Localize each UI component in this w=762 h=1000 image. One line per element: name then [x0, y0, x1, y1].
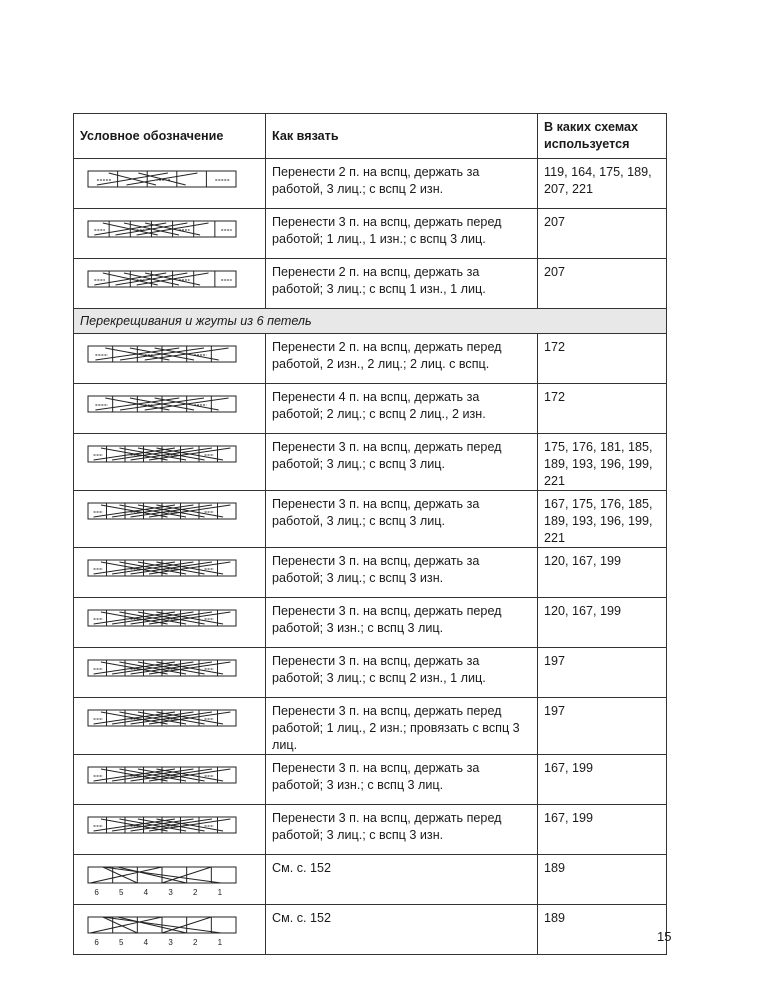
stitch-number-label: 5	[119, 888, 124, 897]
header-used-in-charts: В каких схемах используется	[538, 114, 667, 159]
how-to-knit-text: Перенести 3 п. на вспц, держать перед работой; 3 изн.; с вспц 3 лиц.	[266, 598, 538, 648]
cable-symbol-numbered	[74, 855, 266, 905]
used-in-charts-text: 120, 167, 199	[538, 548, 667, 598]
stitch-number-label: 3	[168, 888, 173, 897]
cable-symbol	[74, 259, 266, 309]
cable-symbol	[74, 698, 266, 755]
used-in-charts-text: 197	[538, 698, 667, 755]
used-in-charts-text: 172	[538, 334, 667, 384]
how-to-knit-text: Перенести 3 п. на вспц, держать за работой; 3 лиц.; с вспц 2 изн., 1 лиц.	[266, 648, 538, 698]
cable-symbol	[74, 598, 266, 648]
cable-symbol	[74, 648, 266, 698]
stitch-number-label: 1	[217, 888, 223, 897]
used-in-charts-text: 197	[538, 648, 667, 698]
table-row	[74, 598, 667, 648]
stitch-number-label: 6	[94, 888, 99, 897]
cable-symbol	[74, 548, 266, 598]
used-in-charts-text: 207	[538, 259, 667, 309]
table-row	[74, 334, 667, 384]
how-to-knit-text: См. с. 152	[266, 855, 538, 905]
header-how-to-knit: Как вязать	[266, 114, 538, 159]
symbol-legend-table	[73, 113, 667, 955]
cable-symbol-numbered	[74, 905, 266, 955]
used-in-charts-text: 167, 199	[538, 805, 667, 855]
how-to-knit-text: Перенести 3 п. на вспц, держать за работой; 3 лиц.; с вспц 3 изн.	[266, 548, 538, 598]
stitch-number-label: 5	[119, 938, 124, 947]
table-row	[74, 805, 667, 855]
used-in-charts-text: 167, 199	[538, 755, 667, 805]
stitch-number-label: 4	[143, 938, 149, 947]
table-row	[74, 209, 667, 259]
used-in-charts-text: 207	[538, 209, 667, 259]
how-to-knit-text: Перенести 3 п. на вспц, держать за работой; 3 изн.; с вспц 3 лиц.	[266, 755, 538, 805]
table-row	[74, 159, 667, 209]
cable-symbol	[74, 209, 266, 259]
table-row	[74, 855, 667, 905]
stitch-number-label: 6	[94, 938, 99, 947]
used-in-charts-text: 119, 164, 175, 189, 207, 221	[538, 159, 667, 209]
header-symbol: Условное обозначение	[74, 114, 266, 159]
stitch-number-label: 4	[143, 888, 149, 897]
used-in-charts-text: 167, 175, 176, 185, 189, 193, 196, 199, 221	[538, 491, 667, 548]
table-row	[74, 698, 667, 755]
how-to-knit-text: Перенести 3 п. на вспц, держать перед работой; 3 лиц.; с вспц 3 изн.	[266, 805, 538, 855]
used-in-charts-text: 172	[538, 384, 667, 434]
stitch-number-label: 2	[193, 888, 198, 897]
cable-symbol	[74, 384, 266, 434]
cable-symbol	[74, 755, 266, 805]
used-in-charts-text: 175, 176, 181, 185, 189, 193, 196, 199, 221	[538, 434, 667, 491]
page-number: 15	[657, 929, 672, 944]
section-title: Перекрещивания и жгуты из 6 петель	[74, 309, 667, 334]
how-to-knit-text: Перенести 3 п. на вспц, держать перед работой; 1 лиц., 1 изн.; с вспц 3 лиц.	[266, 209, 538, 259]
how-to-knit-text: Перенести 2 п. на вспц, держать за работой, 3 лиц.; с вспц 2 изн.	[266, 159, 538, 209]
table-row	[74, 648, 667, 698]
cable-symbol	[74, 805, 266, 855]
stitch-number-label: 3	[168, 938, 173, 947]
used-in-charts-text: 189	[538, 855, 667, 905]
section-row	[74, 309, 667, 334]
table-row	[74, 259, 667, 309]
table-row	[74, 755, 667, 805]
cable-symbol	[74, 334, 266, 384]
how-to-knit-text: Перенести 3 п. на вспц, держать перед работой; 3 лиц.; с вспц 3 лиц.	[266, 434, 538, 491]
cable-symbol	[74, 159, 266, 209]
how-to-knit-text: См. с. 152	[266, 905, 538, 955]
used-in-charts-text: 120, 167, 199	[538, 598, 667, 648]
table-header-row	[74, 114, 667, 159]
table-row	[74, 548, 667, 598]
how-to-knit-text: Перенести 3 п. на вспц, держать за работой, 3 лиц.; с вспц 3 лиц.	[266, 491, 538, 548]
cable-symbol	[74, 491, 266, 548]
how-to-knit-text: Перенести 3 п. на вспц, держать перед работой; 1 лиц., 2 изн.; провязать с вспц 3 лиц.	[266, 698, 538, 755]
table-row	[74, 905, 667, 955]
cable-symbol	[74, 434, 266, 491]
how-to-knit-text: Перенести 4 п. на вспц, держать за работой; 2 лиц.; с вспц 2 лиц., 2 изн.	[266, 384, 538, 434]
table-row	[74, 434, 667, 491]
how-to-knit-text: Перенести 2 п. на вспц, держать перед работой, 2 изн., 2 лиц.; 2 лиц. с вспц.	[266, 334, 538, 384]
used-in-charts-text: 189	[538, 905, 667, 955]
how-to-knit-text: Перенести 2 п. на вспц, держать за работой; 3 лиц.; с вспц 1 изн., 1 лиц.	[266, 259, 538, 309]
table-row	[74, 384, 667, 434]
table-row	[74, 491, 667, 548]
stitch-number-label: 1	[217, 938, 223, 947]
stitch-number-label: 2	[193, 938, 198, 947]
